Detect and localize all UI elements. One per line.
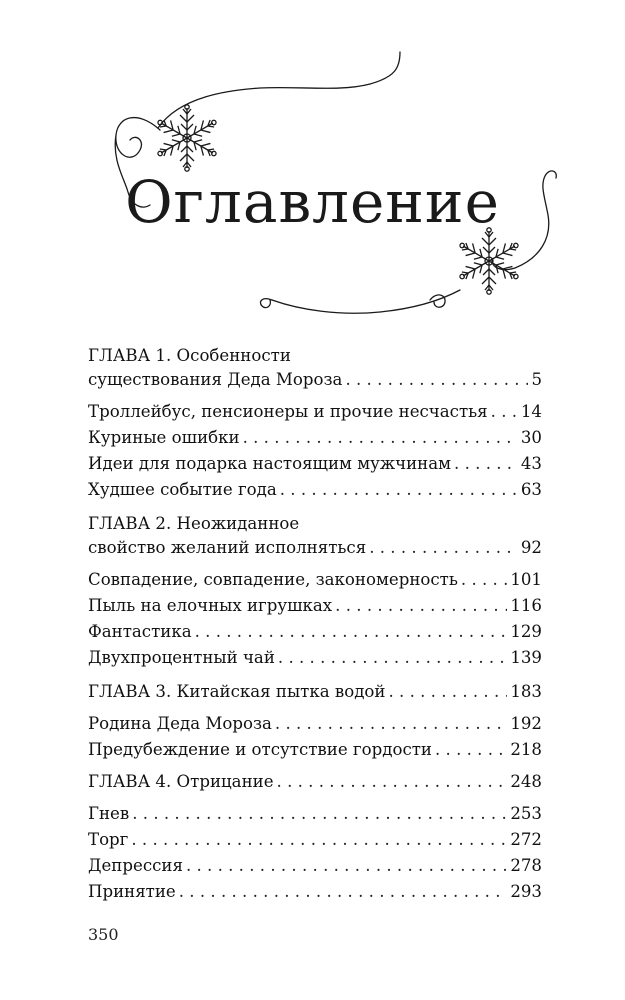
toc-entry[interactable] xyxy=(88,451,542,477)
toc-entry[interactable] xyxy=(88,879,542,905)
entry-title: Совпадение, совпадение, закономерность xyxy=(88,570,458,589)
entry-page: 272 xyxy=(510,830,542,849)
entry-title: ГЛАВА 4. Отрицание xyxy=(88,772,274,791)
leader-dots xyxy=(454,451,518,477)
leader-dots xyxy=(491,399,518,425)
swirl-bottom-left xyxy=(260,299,272,308)
page-title: Оглавление xyxy=(125,168,500,236)
chapter-2-heading: ГЛАВА 2. Неожиданное xyxy=(88,514,300,533)
leader-dots xyxy=(132,801,507,827)
entry-title: Куриные ошибки xyxy=(88,428,240,447)
chapter-3-heading[interactable] xyxy=(88,679,542,705)
entry-page: 248 xyxy=(510,772,542,791)
entry-title: Двухпроцентный чай xyxy=(88,648,275,667)
entry-title: Принятие xyxy=(88,882,176,901)
snowflake-icon xyxy=(457,228,522,294)
entry-page: 192 xyxy=(510,714,542,733)
entry-page: 92 xyxy=(520,538,542,557)
leader-dots xyxy=(277,769,508,795)
entry-page: 129 xyxy=(510,622,542,641)
entry-title: Торг xyxy=(88,830,129,849)
toc-entry[interactable] xyxy=(88,567,542,593)
entry-page: 278 xyxy=(510,856,542,875)
toc-entry[interactable] xyxy=(88,737,542,763)
toc-entry[interactable] xyxy=(88,535,542,561)
toc-entry[interactable] xyxy=(88,593,542,619)
entry-page: 139 xyxy=(510,648,542,667)
toc-entry[interactable] xyxy=(88,399,542,425)
entry-page: 5 xyxy=(531,370,542,389)
leader-dots xyxy=(278,645,507,671)
leader-dots xyxy=(179,879,508,905)
entry-title: Фантастика xyxy=(88,622,192,641)
toc-entry[interactable] xyxy=(88,425,542,451)
leader-dots xyxy=(345,367,528,393)
swirl-top xyxy=(158,52,400,128)
entry-title: Депрессия xyxy=(88,856,183,875)
toc-entry[interactable] xyxy=(88,711,542,737)
toc-entry[interactable] xyxy=(88,645,542,671)
leader-dots xyxy=(275,711,507,737)
entry-title: Гнев xyxy=(88,804,130,823)
entry-page: 14 xyxy=(520,402,542,421)
entry-title: Троллейбус, пенсионеры и прочие несчастья xyxy=(88,402,488,421)
leader-dots xyxy=(435,737,507,763)
entry-page: 101 xyxy=(510,570,542,589)
toc-entry[interactable] xyxy=(88,827,542,853)
page-number: 350 xyxy=(88,925,119,944)
entry-page: 116 xyxy=(510,596,542,615)
toc-entry[interactable] xyxy=(88,853,542,879)
entry-title: Предубеждение и отсутствие гордости xyxy=(88,740,432,759)
entry-page: 30 xyxy=(520,428,542,447)
entry-title: Пыль на елочных игрушках xyxy=(88,596,333,615)
toc-entry[interactable] xyxy=(88,619,542,645)
entry-title: ГЛАВА 3. Китайская пытка водой xyxy=(88,682,386,701)
swirl-bottom xyxy=(272,290,460,313)
leader-dots xyxy=(243,425,518,451)
entry-page: 43 xyxy=(520,454,542,473)
leader-dots xyxy=(131,827,507,853)
entry-title: Идеи для подарка настоящим мужчинам xyxy=(88,454,452,473)
entry-title: Родина Деда Мороза xyxy=(88,714,272,733)
leader-dots xyxy=(461,567,507,593)
toc-entry[interactable] xyxy=(88,801,542,827)
snowflake-icon xyxy=(155,105,220,171)
entry-page: 183 xyxy=(510,682,542,701)
entry-title: существования Деда Мороза xyxy=(88,370,343,389)
chapter-1-heading: ГЛАВА 1. Особенности xyxy=(88,346,291,365)
toc-entry[interactable] xyxy=(88,367,542,393)
toc-entry[interactable] xyxy=(88,477,542,503)
chapter-4-heading[interactable] xyxy=(88,769,542,795)
leader-dots xyxy=(186,853,507,879)
leader-dots xyxy=(195,619,508,645)
leader-dots xyxy=(369,535,518,561)
entry-page: 218 xyxy=(510,740,542,759)
entry-page: 293 xyxy=(510,882,542,901)
leader-dots xyxy=(280,477,518,503)
entry-title: Худшее событие года xyxy=(88,480,277,499)
leader-dots xyxy=(388,679,507,705)
entry-page: 63 xyxy=(520,480,542,499)
entry-page: 253 xyxy=(510,804,542,823)
entry-title: свойство желаний исполняться xyxy=(88,538,367,557)
title-ornament xyxy=(0,0,625,330)
leader-dots xyxy=(335,593,507,619)
